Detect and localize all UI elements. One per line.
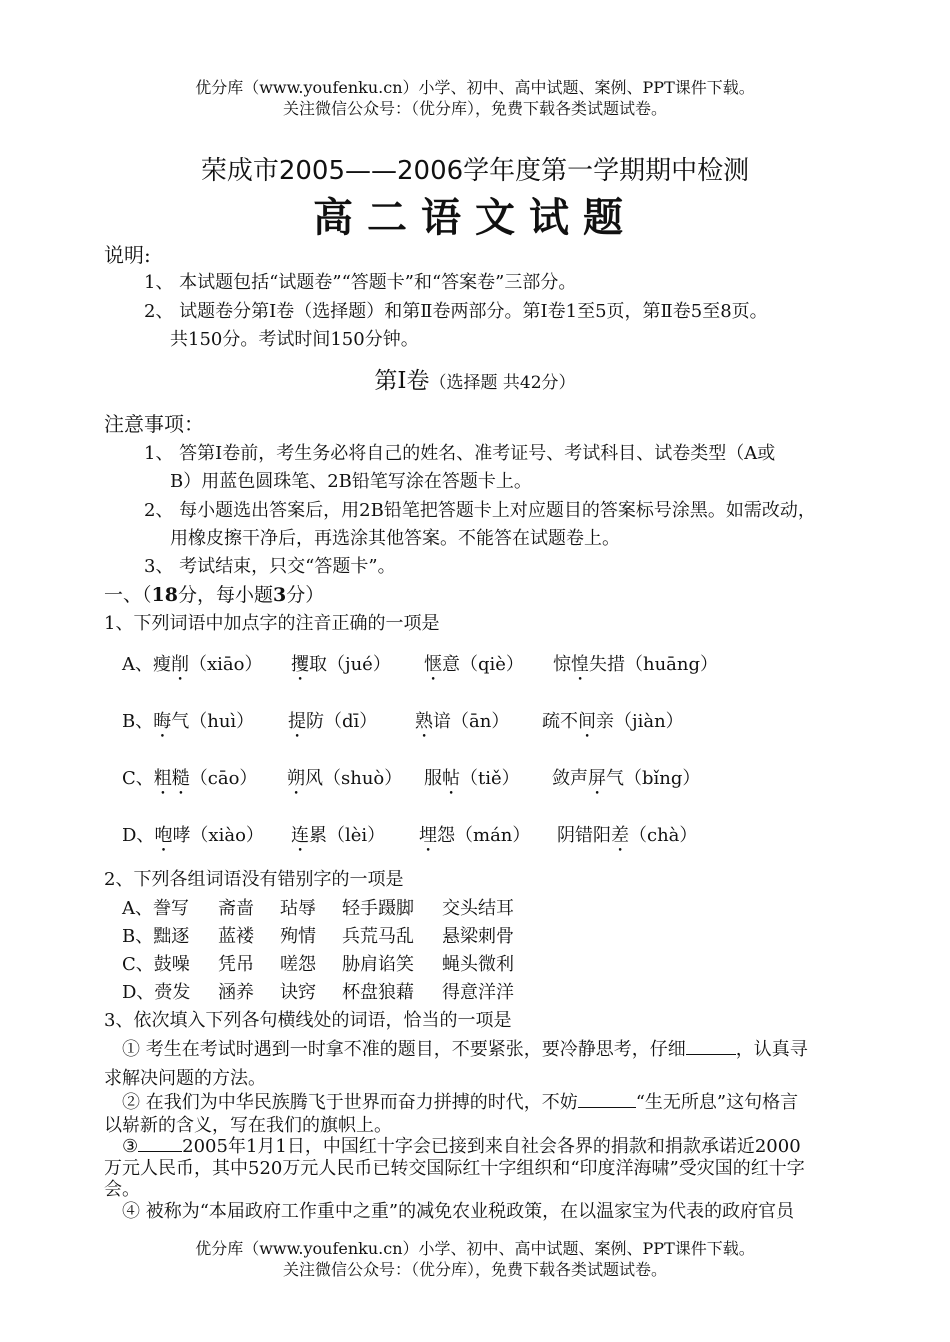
intro-item-1: 1、 本试题包括“试题卷”“答题卡”和“答案卷”三部分。 (144, 272, 577, 293)
page-header (0, 77, 950, 119)
q3-sentence-3-cont: 万元人民币，其中520万元人民币已转交国际红十字组织和“印度洋海啸”受灾国的红十字 (104, 1158, 805, 1179)
q3-sentence-1: ① 考生在考试时遇到一时拿不准的题目，不要紧张，要冷静思考，仔细 ，认真寻 (122, 1039, 808, 1060)
q1-option-a-4: 惊惶失措（huāng） (553, 654, 719, 675)
q2-option-c: C、鼓噪 凭吊 嗟怨 胁肩谄笑 蝇头微利 (122, 954, 514, 975)
q3-sentence-3-end: 会。 (104, 1179, 140, 1200)
q1-option-b-3: 熟谙（ān） (415, 711, 510, 732)
q1-option-c-3: 服帖（tiě） (424, 768, 520, 789)
footer-line-2: 关注微信公众号：（优分库），免费下载各类试题试卷。 (282, 1260, 667, 1279)
part-1-each: 3 (272, 584, 287, 606)
notice-item-2: 2、 每小题选出答案后，用2B铅笔把答题卡上对应题目的答案标号涂黑。如需改动， (144, 500, 816, 521)
q3-sentence-4: ④ 被称为“本届政府工作重中之重”的减免农业税政策，在以温家宝为代表的政府官员 (122, 1201, 795, 1222)
q1-option-d-3: 埋怨（mán） (419, 825, 531, 846)
exam-subject-title: 高二语文试题 (313, 195, 637, 241)
intro-item-2-cont: 共150分。考试时间150分钟。 (170, 329, 419, 350)
intro-label: 说明: (104, 243, 151, 267)
question-3-stem: 3、依次填入下列各句横线处的词语，恰当的一项是 (104, 1010, 512, 1031)
notice-item-3: 3、 考试结束，只交“答题卡”。 (144, 556, 396, 577)
q3-sentence-3: ③ 2005年1月1日，中国红十字会已接到来自社会各界的捐款和捐款承诺近2000 (122, 1136, 801, 1157)
part-1-mid: 分，每小题 (177, 584, 273, 606)
q1-option-d-1: D、咆哮（xiào） (122, 825, 264, 846)
page-footer (0, 1238, 950, 1280)
part-1-post: 分） (286, 584, 325, 606)
q3-sentence-2-cont: 以崭新的含义，写在我们的旗帜上。 (104, 1115, 392, 1136)
q1-option-a-3: 惬意（qiè） (424, 654, 524, 675)
question-1-stem: 1、下列词语中加点字的注音正确的一项是 (104, 613, 440, 634)
blank-3 (138, 1137, 182, 1152)
part-1-score: 18 (151, 584, 178, 606)
q2-option-a: A、誊写 斋啬 玷辱 轻手蹑脚 交头结耳 (122, 898, 514, 919)
q1-option-b-1: B、晦气（huì） (122, 711, 255, 732)
header-line-2: 关注微信公众号：（优分库），免费下载各类试题试卷。 (282, 99, 667, 118)
q1-option-a-2: 攫取（jué） (291, 654, 391, 675)
notice-label: 注意事项： (104, 412, 204, 436)
q1-option-c-1: C、粗糙（cāo） (122, 768, 258, 789)
q1-option-b-4: 疏不间亲（jiàn） (542, 711, 684, 732)
section-1-note: （选择题 共42分） (429, 373, 576, 393)
q1-option-b-2: 提防（dī） (288, 711, 378, 732)
header-line-1: 优分库（www.youfenku.cn）小学、初中、高中试题、案例、PPT课件下载。 (195, 78, 755, 97)
q2-option-b: B、黜逐 蓝褛 殉情 兵荒马乱 悬梁刺骨 (122, 926, 514, 947)
q1-option-d-2: 连累（lèi） (291, 825, 386, 846)
intro-item-2: 2、 试题卷分第Ⅰ卷（选择题）和第Ⅱ卷两部分。第Ⅰ卷1至5页，第Ⅱ卷5至8页。 (144, 301, 768, 322)
notice-item-2-cont: 用橡皮擦干净后，再选涂其他答案。不能答在试题卷上。 (170, 528, 620, 549)
part-1-heading (104, 580, 324, 607)
notice-item-1: 1、 答第Ⅰ卷前，考生务必将自己的姓名、准考证号、考试科目、试卷类型（A或 (144, 443, 776, 464)
q1-option-a-1: A、瘦削（xiāo） (122, 654, 263, 675)
exam-title: 荣成市2005——2006学年度第一学期期中检测 (200, 156, 750, 186)
notice-item-1-cont: B）用蓝色圆珠笔、2B铅笔写涂在答题卡上。 (170, 471, 532, 492)
q3-sentence-1-cont: 求解决问题的方法。 (104, 1068, 266, 1089)
part-1-pre: 一、（ (104, 584, 152, 606)
q1-option-c-4: 敛声屏气（bǐng） (552, 768, 701, 789)
q1-option-d-4: 阴错阳差（chà） (557, 825, 698, 846)
footer-line-1: 优分库（www.youfenku.cn）小学、初中、高中试题、案例、PPT课件下载。 (195, 1239, 755, 1258)
section-1-name: 第Ⅰ卷 (374, 368, 430, 394)
q2-option-d: D、赍发 涵养 诀窍 杯盘狼藉 得意洋洋 (122, 982, 514, 1003)
q1-option-c-2: 朔风（shuò） (287, 768, 403, 789)
blank-1 (686, 1040, 736, 1055)
section-1-title (0, 362, 950, 395)
question-2-stem: 2、下列各组词语没有错别字的一项是 (104, 869, 404, 890)
q3-sentence-2: ② 在我们为中华民族腾飞于世界而奋力拼搏的时代，不妨 “生无所息”这句格言 (122, 1092, 799, 1113)
blank-2 (578, 1093, 636, 1108)
